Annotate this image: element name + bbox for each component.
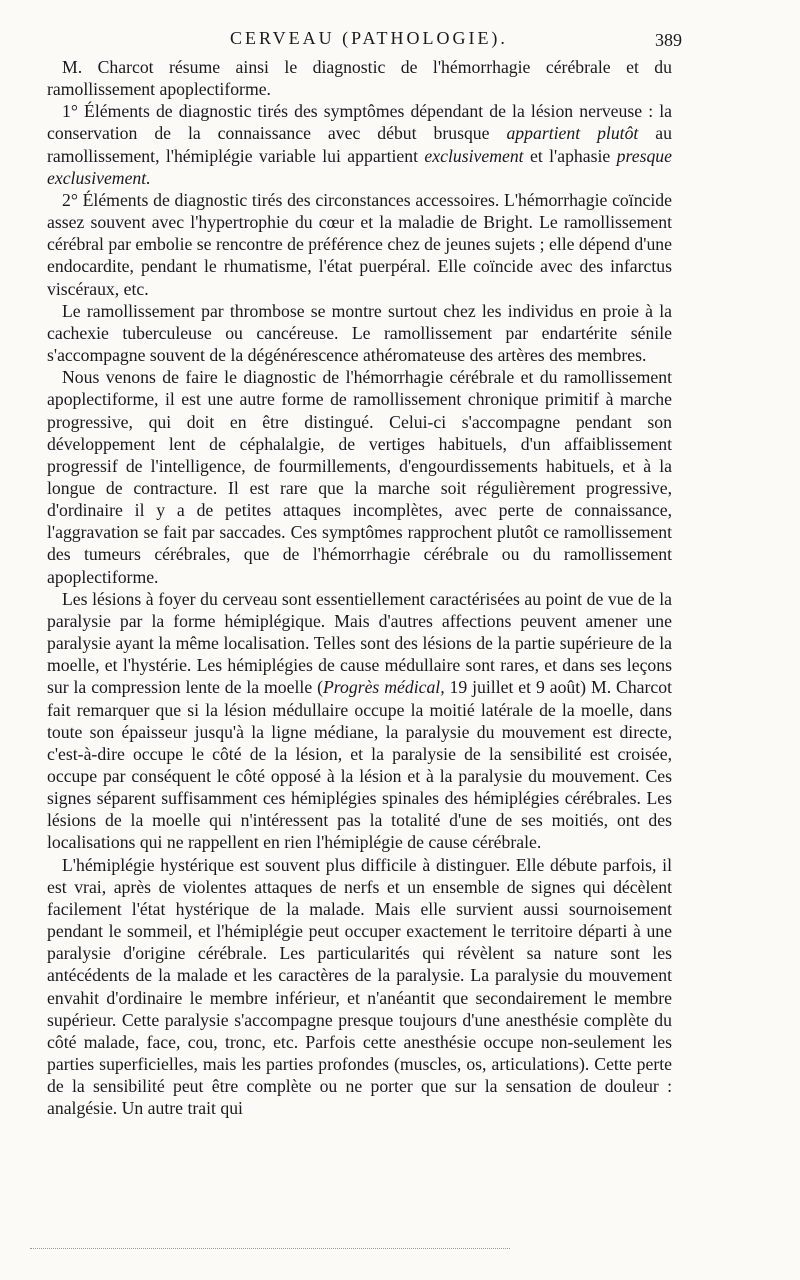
running-head xyxy=(56,28,682,54)
text-run: et l'aphasie xyxy=(523,145,617,166)
text-run: 1° Éléments de diagnostic tirés des symptômes dépendant de la lésion nerveuse : la conservation de la connaissance avec début brusque xyxy=(47,101,672,144)
running-title: CERVEAU (PATHOLOGIE). xyxy=(230,28,508,48)
text-run: Le ramollissement par thrombose se montre surtout chez les individus en proie à la cachexie tuberculeuse ou cancéreuse. Le ramollissement par endartérite sénile s'accompagne souvent de la dégénérescence athéromateuse des artères des membres. xyxy=(47,300,672,366)
text-run: au ramollissement, l'hémiplégie variable lui appartient xyxy=(47,123,672,166)
body-text xyxy=(47,56,672,1120)
paragraph xyxy=(47,366,672,588)
paragraph xyxy=(47,300,672,366)
italic-text: presque exclusivement. xyxy=(47,145,672,188)
text-run: Nous venons de faire le diagnostic de l'hémorrhagie cérébrale et du ramollissement apoplectiforme, il est une autre forme de ramollissement chronique primitif à marche progressive, qui doit en être distingué. Celui-ci s'accompagne pendant son développement lent de céphalalgie, de vertiges habituels, d'un affaiblissement progressif de l'intelligence, de fourmillements, d'engourdissements habituels, et à la longue de contracture. Il est rare que la marche soit régulièrement progressive, d'ordinaire il y a de petites attaques incomplètes, avec perte de connaissance, l'aggravation se fait par saccades. Ces symptômes rapprochent plutôt ce ramollissement des tumeurs cérébrales, que de l'hémorrhagie cérébrale ou du ramollissement apoplectiforme. xyxy=(47,367,672,587)
italic-text: exclusivement xyxy=(424,145,524,166)
paragraph xyxy=(47,854,672,1120)
paragraph xyxy=(47,189,672,300)
text-run: 2° Éléments de diagnostic tirés des circonstances accessoires. L'hémorrhagie coïncide assez souvent avec l'hypertrophie du cœur et la maladie de Bright. Le ramollissement cérébral par embolie se rencontre de préférence chez de jeunes sujets ; elle dépend d'une endocardite, pendant le rhumatisme, l'état puerpéral. Elle coïncide avec des infarctus viscéraux, etc. xyxy=(47,189,672,299)
text-run: 19 juillet et 9 août) M. Charcot fait remarquer que si la lésion médullaire occupe la moitié latérale de la moelle, dans toute son épaisseur jusqu'à la ligne médiane, la paralysie du mouvement est directe, c'est-à-dire occupe le côté de la lésion, et la paralysie de la sensibilité est croisée, occupe par conséquent le côté opposé à la lésion et à la paralysie du mouvement. Ces signes séparent suffisamment ces hémiplégies spinales des hémiplégies cérébrales. Les lésions de la moelle qui n'intéressent pas la totalité d'une de ses moitiés, ont des localisations qui ne rappellent en rien l'hémiplégie de cause cérébrale. xyxy=(47,677,673,853)
paragraph xyxy=(47,100,672,189)
text-run: M. Charcot résume ainsi le diagnostic de l'hémorrhagie cérébrale et du ramollissement apoplectiforme. xyxy=(47,57,672,100)
italic-text: Progrès médical, xyxy=(322,677,445,698)
paragraph xyxy=(47,588,672,854)
bottom-divider xyxy=(30,1248,510,1249)
text-run: Les lésions à foyer du cerveau sont essentiellement caractérisées au point de vue de la paralysie par la forme hémiplégique. Mais d'autres affections peuvent amener une paralysie ayant la même localisation. Telles sont des lésions de la partie supérieure de la moelle, et l'hystérie. Les hémiplégies de cause médullaire sont rares, et dans ses leçons sur la compression lente de la moelle ( xyxy=(47,588,672,698)
text-run: L'hémiplégie hystérique est souvent plus difficile à distinguer. Elle débute parfois, il est vrai, après de violentes attaques de nerfs et un ensemble de signes qui décèlent facilement l'état hystérique de la malade. Mais elle survient aussi sournoisement pendant le sommeil, et l'hémiplégie peut occuper exactement le territoire départi à une paralysie d'origine cérébrale. Les particularités qui révèlent sa nature sont les antécédents de la malade et les caractères de la paralysie. La paralysie du mouvement envahit d'ordinaire le membre inférieur, et n'anéantit que secondairement le membre supérieur. Cette paralysie s'accompagne presque toujours d'une anesthésie complète du côté malade, face, cou, tronc, etc. Parfois cette anesthésie occupe non-seulement les parties superficielles, mais les parties profondes (muscles, os, articulations). Cette perte de la sensibilité peut être complète ou ne porter que sur la sensation de douleur : analgésie. Un autre trait qui xyxy=(47,854,672,1119)
paragraph xyxy=(47,56,672,100)
italic-text: appartient plutôt xyxy=(506,123,639,144)
page-number: 389 xyxy=(655,30,682,50)
